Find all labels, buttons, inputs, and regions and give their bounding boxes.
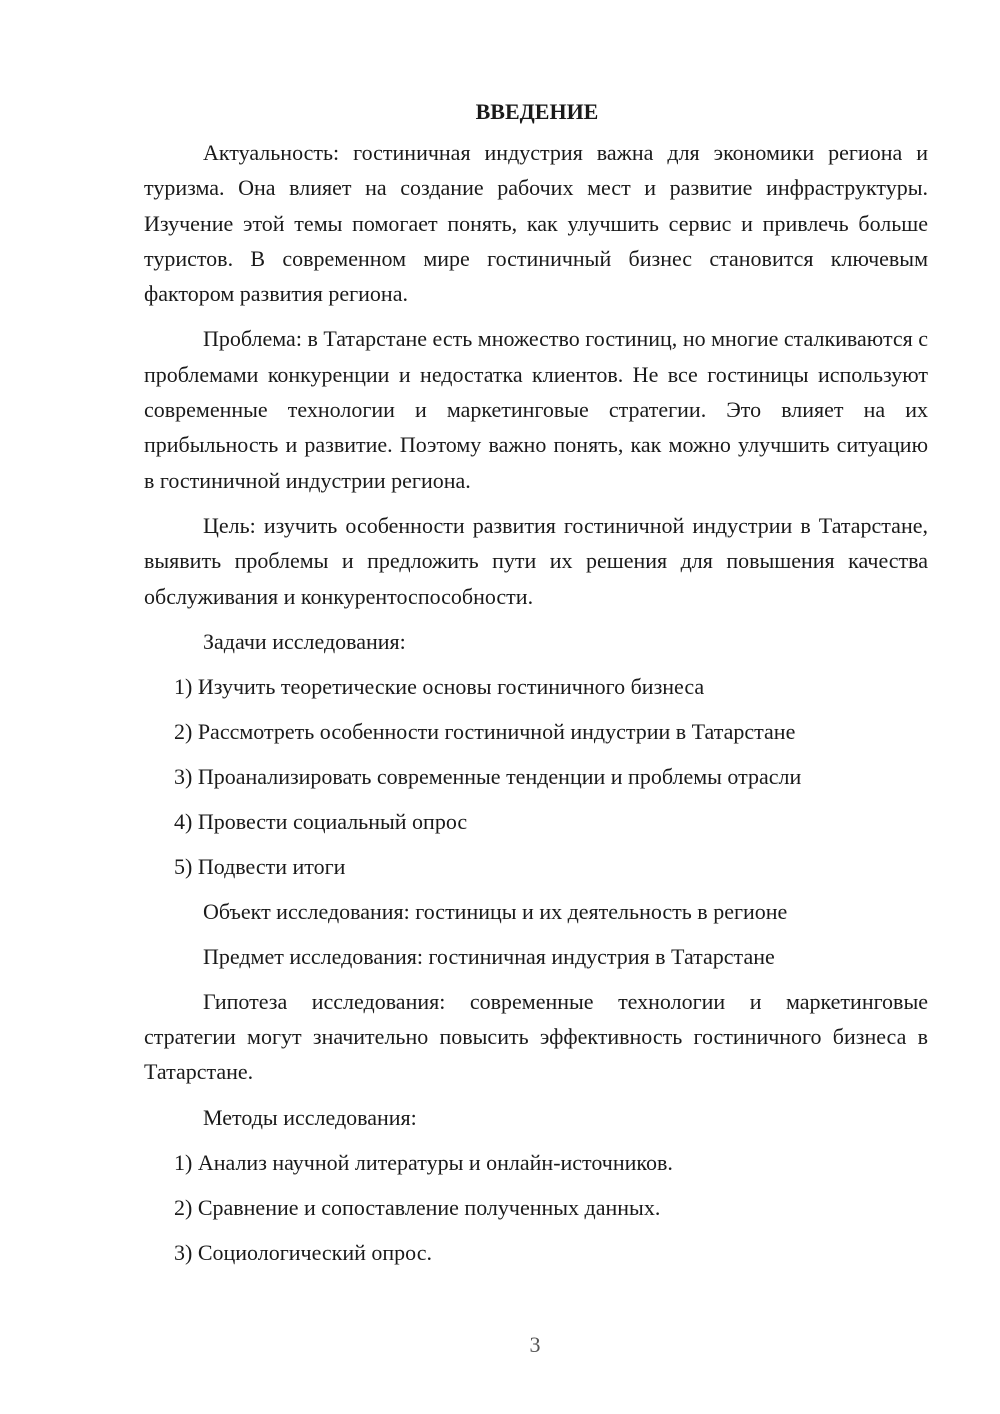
task-item: 2) Рассмотреть особенности гостиничной индустрии в Татарстане xyxy=(174,718,796,744)
hypothesis-paragraph: Гипотеза исследования: современные технологии и маркетинговые стратегии могут значительно повысить эффективность гостиничного бизнеса в Татарстане. xyxy=(144,988,928,1085)
task-item: 1) Изучить теоретические основы гостиничного бизнеса xyxy=(174,673,705,699)
goal-paragraph: Цель: изучить особенности развития гостиничной индустрии в Татарстане, выявить проблемы и предложить пути их решения для повышения качества обслуживания и конкурентоспособности. xyxy=(144,512,928,609)
subject-line: Предмет исследования: гостиничная индустрия в Татарстане xyxy=(203,943,775,969)
method-item: 2) Сравнение и сопоставление полученных данных. xyxy=(174,1194,661,1220)
page-content xyxy=(144,94,928,1280)
method-item: 1) Анализ научной литературы и онлайн-источников. xyxy=(174,1149,673,1175)
task-item: 5) Подвести итоги xyxy=(174,853,346,879)
page-title: ВВЕДЕНИЕ xyxy=(475,99,599,124)
tasks-heading: Задачи исследования: xyxy=(203,628,406,654)
method-item: 3) Социологический опрос. xyxy=(174,1239,432,1265)
relevance-paragraph: Актуальность: гостиничная индустрия важна для экономики региона и туризма. Она влияет на создание рабочих мест и развитие инфраструктуры. Изучение этой темы помогает понять, как улучшить сервис и привлечь больше туристов. В современном мире гостиничный бизнес становится ключевым фактором развития региона. xyxy=(144,140,928,307)
task-item: 4) Провести социальный опрос xyxy=(174,808,468,834)
problem-paragraph: Проблема: в Татарстане есть множество гостиниц, но многие сталкиваются с проблемами конкуренции и недостатка клиентов. Не все гостиницы используют современные технологии и маркетинговые стратегии. Это влияет на их прибыльность и развитие. Поэтому важно понять, как можно улучшить ситуацию в гостиничной индустрии региона. xyxy=(144,326,928,493)
methods-heading: Методы исследования: xyxy=(203,1104,417,1130)
page-number: 3 xyxy=(529,1332,541,1357)
task-item: 3) Проанализировать современные тенденции и проблемы отрасли xyxy=(174,763,802,789)
object-line: Объект исследования: гостиницы и их деятельность в регионе xyxy=(203,898,788,924)
